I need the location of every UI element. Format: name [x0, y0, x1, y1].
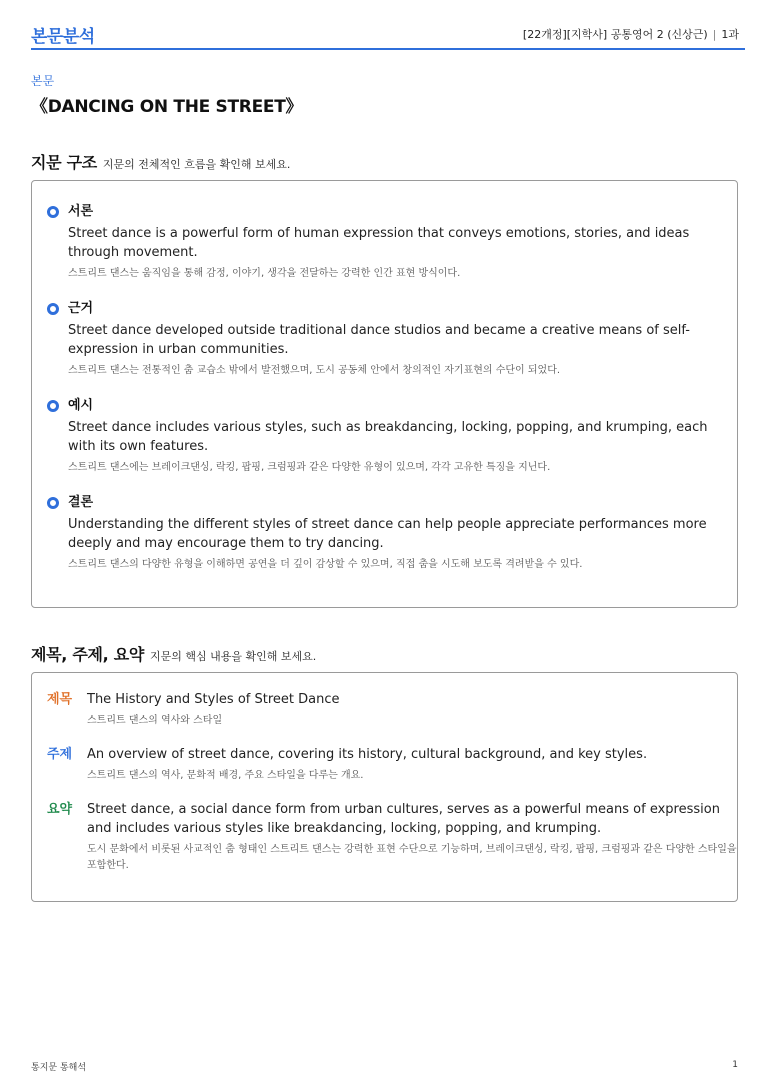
summary-label: 요약 — [47, 802, 73, 817]
structure-heading-hint: 지문의 전체적인 흐름을 확인해 보세요. — [102, 158, 291, 171]
summary-korean: 도시 문화에서 비롯된 사교적인 춤 형태인 스트리트 댄스는 강력한 표현 수단으로 기능하며, 브레이크댄싱, 락킹, 팝핑, 크럼핑과 같은 다양한 스타일을 포함한다. — [87, 844, 737, 871]
section-label: 본문 — [31, 74, 55, 88]
structure-item-english: Understanding the different styles of street dance can help people appreciate performances more deeply and may encourage them to try dancing. — [68, 517, 707, 551]
lesson-number: 1과 — [721, 28, 739, 41]
page-number: 1 — [732, 1060, 738, 1070]
title-korean: 스트리트 댄스의 역사와 스타일 — [87, 715, 223, 726]
topic-english: An overview of street dance, covering its history, cultural background, and key styles. — [87, 747, 648, 762]
footer-label: 통지문 통해석 — [31, 1063, 87, 1073]
topic-korean: 스트리트 댄스의 역사, 문화적 배경, 주요 스타일을 다루는 개요. — [87, 770, 364, 781]
structure-item-label: 예시 — [68, 398, 94, 413]
structure-item-evidence — [32, 299, 737, 379]
structure-item-english: Street dance developed outside traditional dance studios and became a creative means of self-expression in urban communities. — [68, 323, 690, 357]
structure-box — [31, 180, 738, 608]
page-header — [31, 22, 745, 50]
bullet-circle-icon — [47, 497, 59, 509]
summary-row — [32, 800, 737, 874]
title-english: The History and Styles of Street Dance — [87, 692, 340, 707]
structure-item-conclusion — [32, 493, 737, 573]
summary-heading-title: 제목, 주제, 요약 — [31, 645, 145, 664]
bullet-circle-icon — [47, 303, 59, 315]
summary-english: Street dance, a social dance form from urban cultures, serves as a powerful means of expression and includes various styles like breakdancing, locking, popping, and krumping. — [87, 802, 720, 836]
title-row — [32, 690, 737, 729]
structure-heading — [31, 150, 290, 173]
structure-item-english: Street dance includes various styles, such as breakdancing, locking, popping, and krumping, each with its own features. — [68, 420, 708, 454]
summary-heading — [31, 642, 316, 665]
structure-item-example — [32, 396, 737, 476]
structure-heading-title: 지문 구조 — [31, 153, 97, 172]
structure-item-korean: 스트리트 댄스는 움직임을 통해 감정, 이야기, 생각을 전달하는 강력한 인간 표현 방식이다. — [68, 268, 461, 279]
header-book-info — [523, 26, 739, 42]
summary-box — [31, 672, 738, 902]
book-title: [22개정][지학사] 공통영어 2 (신상근) — [522, 28, 708, 41]
structure-item-korean: 스트리트 댄스의 다양한 유형을 이해하면 공연을 더 깊이 감상할 수 있으며, 직접 춤을 시도해 보도록 격려받을 수 있다. — [68, 559, 583, 570]
topic-label: 주제 — [47, 747, 73, 762]
structure-item-korean: 스트리트 댄스에는 브레이크댄싱, 락킹, 팝핑, 크럼핑과 같은 다양한 유형이 있으며, 각각 고유한 특징을 지닌다. — [68, 462, 551, 473]
structure-item-intro — [32, 202, 737, 282]
structure-item-label: 근거 — [68, 301, 94, 316]
bullet-circle-icon — [47, 400, 59, 412]
structure-item-label: 서론 — [68, 204, 94, 219]
topic-row — [32, 745, 737, 784]
header-separator: | — [712, 28, 717, 41]
structure-item-korean: 스트리트 댄스는 전통적인 춤 교습소 밖에서 발전했으며, 도시 공동체 안에서 창의적인 자기표현의 수단이 되었다. — [68, 365, 561, 376]
bullet-circle-icon — [47, 206, 59, 218]
header-title: 본문분석 — [31, 27, 95, 47]
structure-item-label: 결론 — [68, 495, 94, 510]
title-label: 제목 — [47, 692, 73, 707]
structure-item-english: Street dance is a powerful form of human expression that conveys emotions, stories, and ideas through movement. — [68, 226, 690, 260]
summary-heading-hint: 지문의 핵심 내용을 확인해 보세요. — [150, 650, 317, 663]
passage-title: 《DANCING ON THE STREET》 — [31, 97, 303, 117]
